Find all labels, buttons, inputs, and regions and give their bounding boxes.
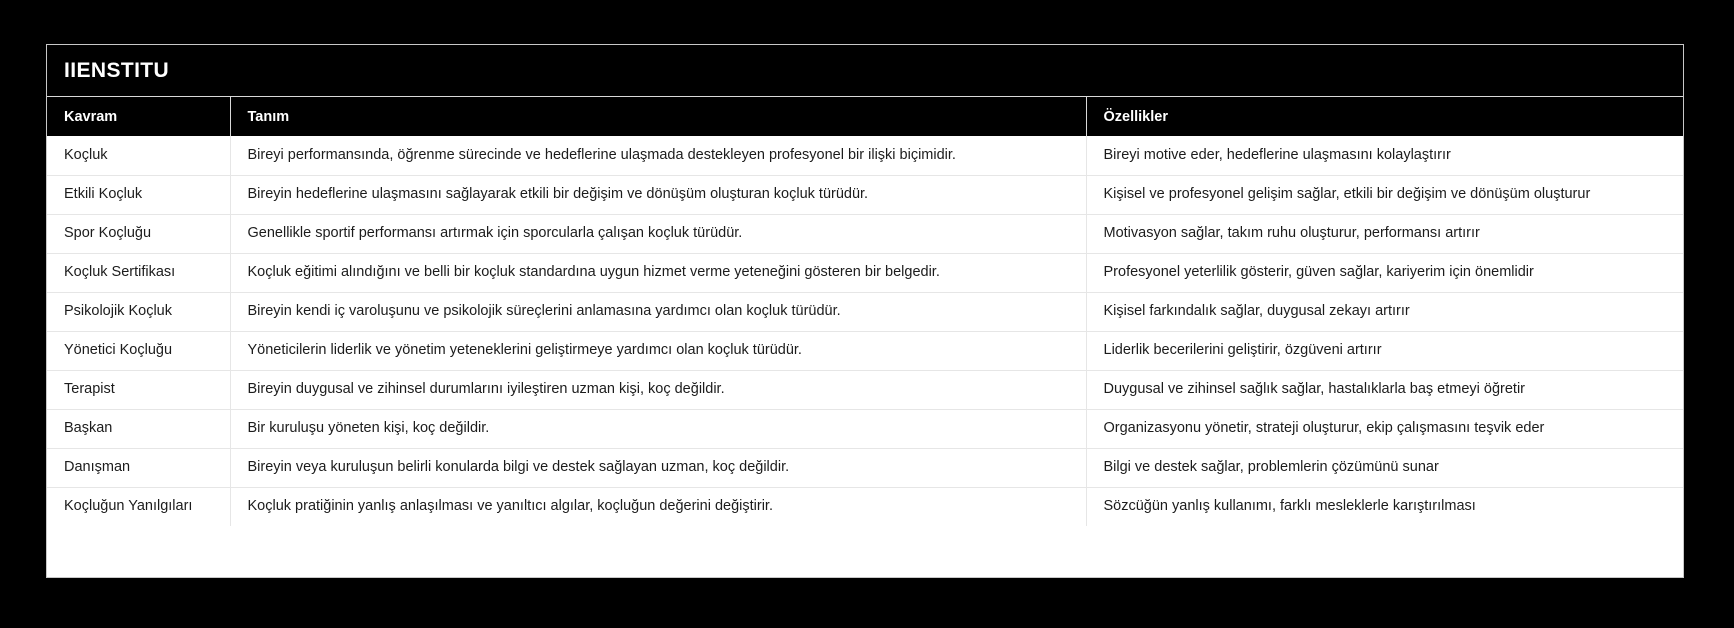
cell-ozellikler: Bireyi motive eder, hedeflerine ulaşmasını kolaylaştırır bbox=[1086, 136, 1683, 175]
table-row bbox=[47, 409, 1683, 448]
table-row bbox=[47, 448, 1683, 487]
table-header-row bbox=[47, 97, 1683, 136]
column-header-ozellikler[interactable]: Özellikler bbox=[1086, 97, 1683, 136]
cell-kavram: Yönetici Koçluğu bbox=[47, 331, 230, 370]
cell-ozellikler: Duygusal ve zihinsel sağlık sağlar, hastalıklarla baş etmeyi öğretir bbox=[1086, 370, 1683, 409]
table-row bbox=[47, 331, 1683, 370]
cell-tanim: Bireyin hedeflerine ulaşmasını sağlayarak etkili bir değişim ve dönüşüm oluşturan koçluk türüdür. bbox=[230, 175, 1086, 214]
cell-ozellikler: Liderlik becerilerini geliştirir, özgüveni artırır bbox=[1086, 331, 1683, 370]
cell-tanim: Koçluk eğitimi alındığını ve belli bir koçluk standardına uygun hizmet verme yeteneğini gösteren bir belgedir. bbox=[230, 253, 1086, 292]
cell-tanim: Genellikle sportif performansı artırmak için sporcularla çalışan koçluk türüdür. bbox=[230, 214, 1086, 253]
cell-tanim: Bireyin duygusal ve zihinsel durumlarını iyileştiren uzman kişi, koç değildir. bbox=[230, 370, 1086, 409]
table-row bbox=[47, 175, 1683, 214]
cell-kavram: Koçluk Sertifikası bbox=[47, 253, 230, 292]
coaching-glossary-table bbox=[47, 97, 1683, 526]
table-row bbox=[47, 370, 1683, 409]
table-row bbox=[47, 292, 1683, 331]
cell-tanim: Bireyi performansında, öğrenme sürecinde ve hedeflerine ulaşmada destekleyen profesyonel bir ilişki biçimidir. bbox=[230, 136, 1086, 175]
cell-kavram: Koçluğun Yanılgıları bbox=[47, 487, 230, 526]
cell-kavram: Koçluk bbox=[47, 136, 230, 175]
cell-ozellikler: Profesyonel yeterlilik gösterir, güven sağlar, kariyerim için önemlidir bbox=[1086, 253, 1683, 292]
table-row bbox=[47, 253, 1683, 292]
table-row bbox=[47, 487, 1683, 526]
table-row bbox=[47, 136, 1683, 175]
cell-kavram: Etkili Koçluk bbox=[47, 175, 230, 214]
table-body bbox=[47, 136, 1683, 526]
brand-header bbox=[47, 45, 1683, 97]
table-header bbox=[47, 97, 1683, 136]
cell-kavram: Psikolojik Koçluk bbox=[47, 292, 230, 331]
cell-tanim: Bireyin veya kuruluşun belirli konularda bilgi ve destek sağlayan uzman, koç değildir. bbox=[230, 448, 1086, 487]
cell-tanim: Koçluk pratiğinin yanlış anlaşılması ve yanıltıcı algılar, koçluğun değerini değiştirir. bbox=[230, 487, 1086, 526]
cell-ozellikler: Motivasyon sağlar, takım ruhu oluşturur, performansı artırır bbox=[1086, 214, 1683, 253]
cell-ozellikler: Kişisel ve profesyonel gelişim sağlar, etkili bir değişim ve dönüşüm oluşturur bbox=[1086, 175, 1683, 214]
column-header-tanim[interactable]: Tanım bbox=[230, 97, 1086, 136]
cell-ozellikler: Kişisel farkındalık sağlar, duygusal zekayı artırır bbox=[1086, 292, 1683, 331]
cell-kavram: Terapist bbox=[47, 370, 230, 409]
cell-tanim: Yöneticilerin liderlik ve yönetim yeteneklerini geliştirmeye yardımcı olan koçluk türüdür. bbox=[230, 331, 1086, 370]
brand-title: IIENSTITU bbox=[64, 59, 170, 82]
cell-tanim: Bireyin kendi iç varoluşunu ve psikolojik süreçlerini anlamasına yardımcı olan koçluk türüdür. bbox=[230, 292, 1086, 331]
cell-kavram: Başkan bbox=[47, 409, 230, 448]
cell-ozellikler: Bilgi ve destek sağlar, problemlerin çözümünü sunar bbox=[1086, 448, 1683, 487]
cell-kavram: Spor Koçluğu bbox=[47, 214, 230, 253]
cell-kavram: Danışman bbox=[47, 448, 230, 487]
cell-ozellikler: Organizasyonu yönetir, strateji oluşturur, ekip çalışmasını teşvik eder bbox=[1086, 409, 1683, 448]
cell-ozellikler: Sözcüğün yanlış kullanımı, farklı mesleklerle karıştırılması bbox=[1086, 487, 1683, 526]
column-header-kavram[interactable]: Kavram bbox=[47, 97, 230, 136]
coaching-glossary-card bbox=[46, 44, 1684, 578]
table-row bbox=[47, 214, 1683, 253]
cell-tanim: Bir kuruluşu yöneten kişi, koç değildir. bbox=[230, 409, 1086, 448]
